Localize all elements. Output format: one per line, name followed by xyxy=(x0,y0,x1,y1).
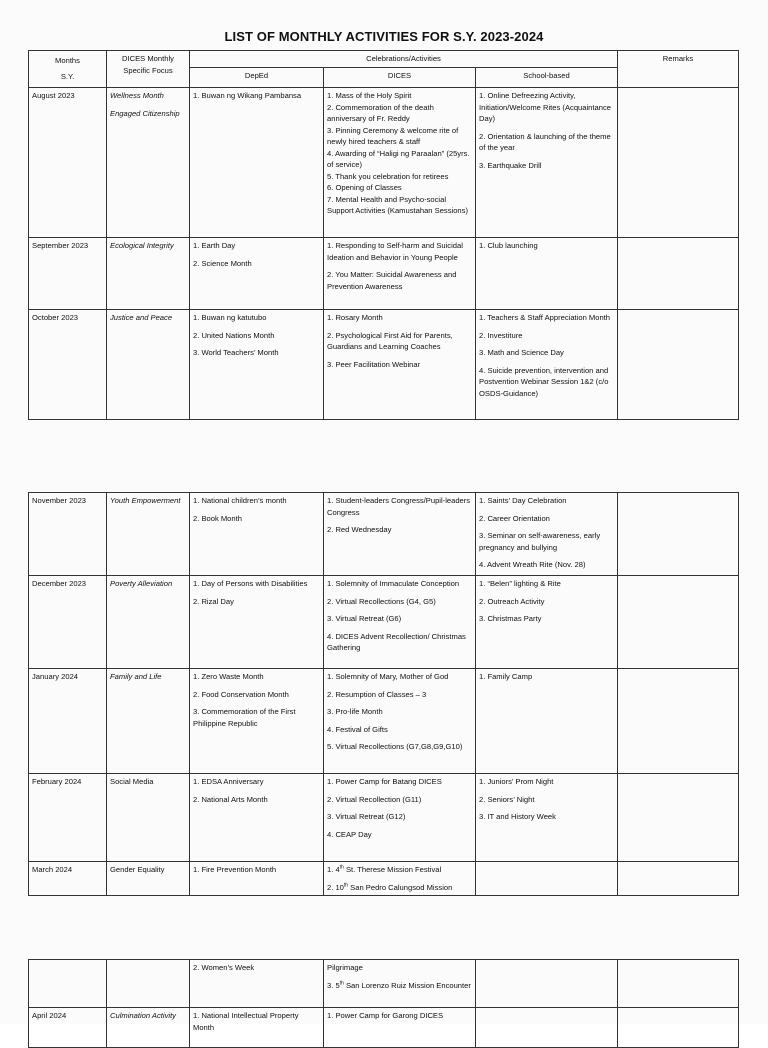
dices-activity-item: 4. Festival of Gifts xyxy=(327,724,388,734)
focus-cell xyxy=(107,238,190,310)
dices-activity-item: 1. 4th St. Therese Mission Festival xyxy=(327,864,442,874)
school-activity-item: 2. Seniors’ Night xyxy=(479,794,535,804)
focus-cell xyxy=(107,669,190,774)
remarks-cell xyxy=(618,88,739,238)
deped-activity-item: 2. Rizal Day xyxy=(193,596,234,606)
school-activity-item: 3. Math and Science Day xyxy=(479,348,564,357)
school-activity-item: 3. IT and History Week xyxy=(479,812,556,821)
deped-cell xyxy=(190,774,324,862)
activities-table-3 xyxy=(28,959,739,1048)
school-cell xyxy=(476,238,618,310)
school-activity-item: 2. Investiture xyxy=(479,330,523,340)
dices-activity-item: 5. Virtual Recollections (G7,G8,G9,G10) xyxy=(327,742,463,751)
deped-activity-item: 1. National children’s month xyxy=(193,496,287,505)
deped-activity-item: 1. National Intellectual Property Month xyxy=(193,1011,299,1032)
dices-cell xyxy=(324,88,476,238)
remarks-cell xyxy=(618,1008,739,1048)
remarks-cell xyxy=(618,238,739,310)
deped-cell xyxy=(190,960,324,1008)
deped-cell xyxy=(190,576,324,669)
dices-activity-item: 6. Opening of Classes xyxy=(327,183,402,192)
dices-activity-item: 2. 10th San Pedro Calungsod Mission xyxy=(327,881,453,892)
dices-activity-item: 4. CEAP Day xyxy=(327,829,372,839)
table-row xyxy=(29,1008,739,1048)
dices-activity-item: 4. Awarding of “Haligi ng Paraalan” (25yrs. of service) xyxy=(327,148,470,169)
deped-activity-item: 1. Buwan ng katutubo xyxy=(193,313,267,322)
remarks-cell xyxy=(618,774,739,862)
deped-activity-item: 1. Buwan ng Wikang Pambansa xyxy=(193,91,302,100)
deped-cell xyxy=(190,493,324,576)
school-header: School-based xyxy=(476,68,618,88)
table-row xyxy=(29,669,739,774)
school-activity-item: 1. Saints’ Day Celebration xyxy=(479,496,567,505)
focus-item: Ecological Integrity xyxy=(110,241,174,250)
deped-activity-item: 1. EDSA Anniversary xyxy=(193,777,264,786)
table-row xyxy=(29,310,739,420)
deped-activity-item: 2. United Nations Month xyxy=(193,330,275,340)
dices-activity-item: 2. Commemoration of the death anniversary of Fr. Reddy xyxy=(327,102,434,123)
month-cell: August 2023 xyxy=(29,88,107,238)
dices-activity-item: 1. Mass of the Holy Spirit xyxy=(327,91,412,100)
school-activity-item: 1. “Belen” lighting & Rite xyxy=(479,579,561,588)
remarks-cell xyxy=(618,310,739,420)
dices-cell xyxy=(324,1008,476,1048)
remarks-cell xyxy=(618,669,739,774)
month-cell: January 2024 xyxy=(29,669,107,774)
remarks-cell xyxy=(618,493,739,576)
focus-item: Youth Empowerment xyxy=(110,496,181,505)
focus-item: Gender Equality xyxy=(110,865,165,874)
deped-activity-item: 1. Day of Persons with Disabilities xyxy=(193,579,308,588)
remarks-cell xyxy=(618,960,739,1008)
table-row xyxy=(29,238,739,310)
focus-cell xyxy=(107,576,190,669)
school-activity-item: 2. Outreach Activity xyxy=(479,596,545,606)
focus-cell xyxy=(107,310,190,420)
school-activity-item: 1. Online Defreezing Activity, Initiation/Welcome Rites (Acquaintance Day) xyxy=(479,91,611,123)
month-cell: September 2023 xyxy=(29,238,107,310)
focus-cell xyxy=(107,88,190,238)
school-activity-item: 4. Suicide prevention, intervention and Postvention Webinar Session 1&2 (c/o OSDS-Guidance) xyxy=(479,365,609,398)
focus-item: Engaged Citizenship xyxy=(110,108,180,118)
focus-header: DICES Monthly Specific Focus xyxy=(107,51,190,88)
activities-table-1 xyxy=(28,50,739,420)
deped-activity-item: 3. Commemoration of the First Philippine Republic xyxy=(193,707,296,728)
school-activity-item: 1. Juniors’ Prom Night xyxy=(479,777,554,786)
months-header: Months S.Y. xyxy=(29,51,107,88)
table-row xyxy=(29,576,739,669)
dices-activity-item: 7. Mental Health and Psycho-social Support Activities (Kamustahan Sessions) xyxy=(327,194,468,215)
remarks-cell xyxy=(618,862,739,896)
dices-cell xyxy=(324,238,476,310)
deped-activity-item: 3. World Teachers’ Month xyxy=(193,348,279,357)
school-cell xyxy=(476,310,618,420)
dices-activity-item: 2. Red Wednesday xyxy=(327,525,392,534)
activities-table-2 xyxy=(28,492,739,896)
dices-activity-item: 5. Thank you celebration for retirees xyxy=(327,171,449,181)
dices-activity-item: 1. Student-leaders Congress/Pupil-leaders Congress xyxy=(327,496,471,517)
month-cell: April 2024 xyxy=(29,1008,107,1048)
deped-activity-item: 2. Women’s Week xyxy=(193,963,255,972)
deped-cell xyxy=(190,1008,324,1048)
dices-activity-item: 3. Virtual Retreat (G12) xyxy=(327,812,406,821)
deped-cell xyxy=(190,238,324,310)
deped-activity-item: 1. Fire Prevention Month xyxy=(193,865,277,874)
dices-activity-item: 1. Power Camp for Batang DICES xyxy=(327,777,442,786)
table-row xyxy=(29,960,739,1008)
focus-item: Social Media xyxy=(110,777,154,786)
school-activity-item: 2. Orientation & launching of the theme of the year xyxy=(479,131,611,152)
dices-activity-item: 3. 5th San Lorenzo Ruiz Mission Encounter xyxy=(327,979,471,990)
focus-item: Family and Life xyxy=(110,672,162,681)
dices-cell xyxy=(324,576,476,669)
school-activity-item: 2. Career Orientation xyxy=(479,513,550,523)
month-cell: December 2023 xyxy=(29,576,107,669)
dices-activity-item: 1. Rosary Month xyxy=(327,313,383,322)
deped-header: DepEd xyxy=(190,68,324,88)
deped-cell xyxy=(190,310,324,420)
focus-cell xyxy=(107,1008,190,1048)
focus-cell xyxy=(107,862,190,896)
focus-item: Poverty Alleviation xyxy=(110,579,173,588)
table-row xyxy=(29,774,739,862)
dices-activity-item: 3. Virtual Retreat (G6) xyxy=(327,614,402,623)
dices-activity-item: 2. Psychological First Aid for Parents, Guardians and Learning Coaches xyxy=(327,330,453,351)
deped-activity-item: 2. Science Month xyxy=(193,258,252,268)
dices-activity-item: Pilgrimage xyxy=(327,963,363,972)
deped-activity-item: 2. National Arts Month xyxy=(193,794,268,804)
school-cell xyxy=(476,862,618,896)
dices-activity-item: 3. Peer Facilitation Webinar xyxy=(327,359,421,369)
deped-activity-item: 1. Zero Waste Month xyxy=(193,672,264,681)
focus-cell xyxy=(107,493,190,576)
remarks-header: Remarks xyxy=(618,51,739,88)
dices-cell xyxy=(324,862,476,896)
dices-activity-item: 2. Resumption of Classes – 3 xyxy=(327,689,427,699)
dices-cell xyxy=(324,493,476,576)
focus-cell xyxy=(107,960,190,1008)
dices-cell xyxy=(324,774,476,862)
deped-activity-item: 2. Book Month xyxy=(193,513,242,523)
table-row xyxy=(29,88,739,238)
school-cell xyxy=(476,960,618,1008)
month-cell: November 2023 xyxy=(29,493,107,576)
dices-activity-item: 2. Virtual Recollections (G4, G5) xyxy=(327,596,436,606)
deped-cell xyxy=(190,88,324,238)
dices-activity-item: 1. Power Camp for Garong DICES xyxy=(327,1011,444,1020)
school-cell xyxy=(476,774,618,862)
dices-header: DICES xyxy=(324,68,476,88)
deped-activity-item: 2. Food Conservation Month xyxy=(193,689,289,699)
table-row xyxy=(29,862,739,896)
dices-activity-item: 4. DICES Advent Recollection/ Christmas Gathering xyxy=(327,631,466,652)
dices-activity-item: 3. Pro-life Month xyxy=(327,707,383,716)
school-activity-item: 4. Advent Wreath Rite (Nov. 28) xyxy=(479,560,586,569)
focus-item: Justice and Peace xyxy=(110,313,173,322)
focus-cell xyxy=(107,774,190,862)
focus-item: Culmination Activity xyxy=(110,1011,176,1020)
school-cell xyxy=(476,669,618,774)
dices-activity-item: 3. Pinning Ceremony & welcome rite of newly hired teachers & staff xyxy=(327,125,459,146)
school-activity-item: 3. Seminar on self-awareness, early pregnancy and bullying xyxy=(479,531,601,552)
dices-cell xyxy=(324,310,476,420)
school-activity-item: 1. Club launching xyxy=(479,241,538,250)
dices-cell xyxy=(324,960,476,1008)
school-activity-item: 3. Christmas Party xyxy=(479,614,542,623)
school-activity-item: 3. Earthquake Drill xyxy=(479,160,542,170)
deped-activity-item: 1. Earth Day xyxy=(193,241,236,250)
school-cell xyxy=(476,576,618,669)
page-title: LIST OF MONTHLY ACTIVITIES FOR S.Y. 2023-2024 xyxy=(224,29,544,44)
school-cell xyxy=(476,88,618,238)
month-cell: October 2023 xyxy=(29,310,107,420)
dices-activity-item: 2. Virtual Recollection (G11) xyxy=(327,794,422,804)
dices-activity-item: 2. You Matter: Suicidal Awareness and Prevention Awareness xyxy=(327,270,457,291)
dices-activity-item: 1. Responding to Self-harm and Suicidal Ideation and Behavior in Young People xyxy=(327,241,463,262)
celebrations-header: Celebrations/Activities xyxy=(190,51,618,68)
deped-cell xyxy=(190,862,324,896)
focus-item: Wellness Month xyxy=(110,91,164,100)
dices-activity-item: 1. Solemnity of Mary, Mother of God xyxy=(327,672,449,681)
month-cell: March 2024 xyxy=(29,862,107,896)
dices-cell xyxy=(324,669,476,774)
school-activity-item: 1. Teachers & Staff Appreciation Month xyxy=(479,313,611,322)
table-row xyxy=(29,493,739,576)
month-cell xyxy=(29,960,107,1008)
school-cell xyxy=(476,1008,618,1048)
school-cell xyxy=(476,493,618,576)
dices-activity-item: 1. Solemnity of Immaculate Conception xyxy=(327,579,460,588)
deped-cell xyxy=(190,669,324,774)
remarks-cell xyxy=(618,576,739,669)
school-activity-item: 1. Family Camp xyxy=(479,672,533,681)
month-cell: February 2024 xyxy=(29,774,107,862)
